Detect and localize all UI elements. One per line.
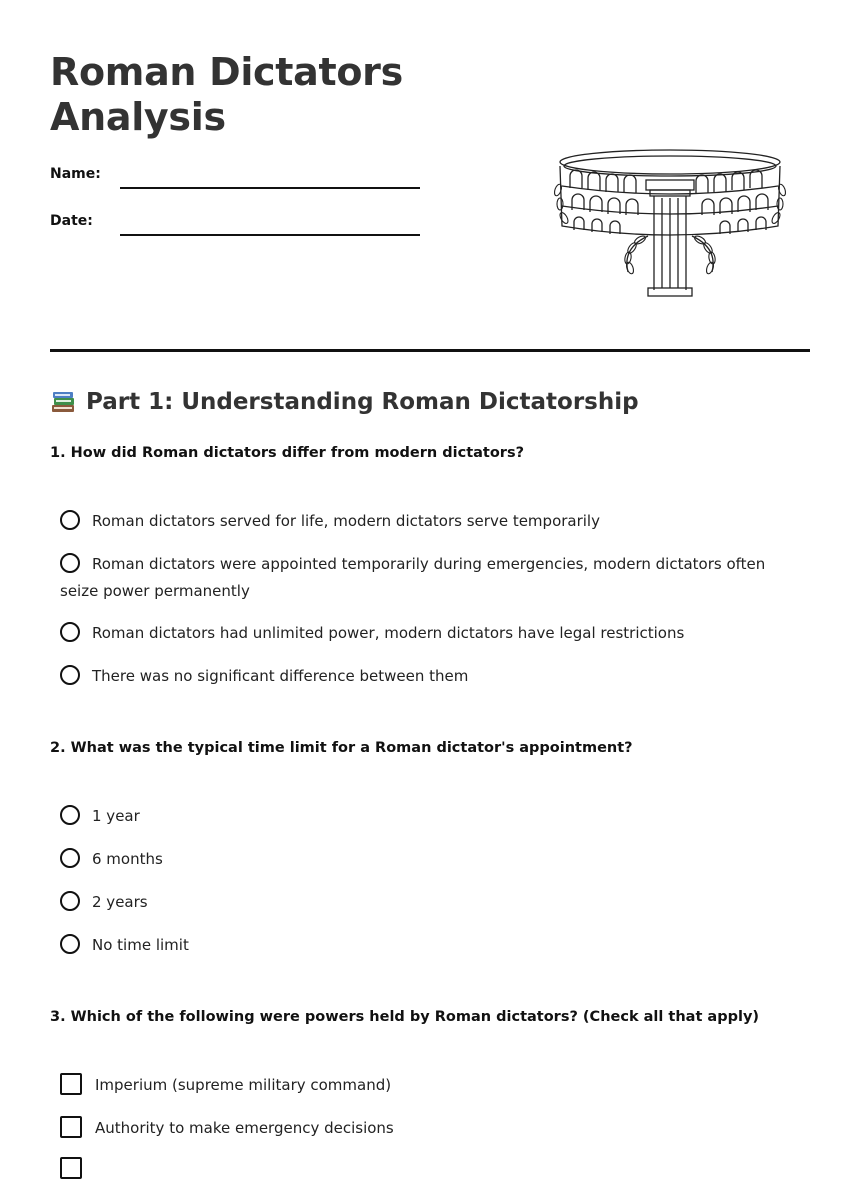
q1-option-2[interactable] [60,551,800,605]
radio-button[interactable] [60,805,80,825]
colosseum-column-laurel-icon [550,140,790,302]
section-heading-text: Part 1: Understanding Roman Dictatorship [86,389,639,415]
date-label: Date: [50,213,93,229]
radio-button[interactable] [60,553,80,573]
option-label: Imperium (supreme military command) [95,1076,392,1094]
title-line-1: Roman Dictators [50,50,403,94]
date-field[interactable] [120,234,420,236]
radio-button[interactable] [60,665,80,685]
q3-option-3-partial[interactable] [60,1156,800,1183]
q1-option-3[interactable] [60,620,800,647]
checkbox[interactable] [60,1116,82,1138]
radio-button[interactable] [60,848,80,868]
q3-option-2[interactable] [60,1115,800,1142]
section-heading [50,389,639,415]
option-label: No time limit [92,936,189,954]
name-label: Name: [50,166,101,182]
name-field[interactable] [120,187,420,189]
q2-option-3[interactable] [60,889,800,916]
option-label: Roman dictators were appointed temporarily during emergencies, modern dictators often seize power permanently [60,555,766,600]
q2-option-4[interactable] [60,932,800,959]
radio-button[interactable] [60,510,80,530]
books-icon [50,389,76,415]
page-title [50,50,403,140]
option-label: 6 months [92,850,163,868]
radio-button[interactable] [60,622,80,642]
title-line-2: Analysis [50,95,226,139]
option-label: Roman dictators had unlimited power, modern dictators have legal restrictions [92,624,685,642]
radio-button[interactable] [60,891,80,911]
option-label: There was no significant difference between them [92,667,469,685]
option-label: Authority to make emergency decisions [95,1119,394,1137]
question-3: 3. Which of the following were powers held by Roman dictators? (Check all that apply) [50,1009,760,1025]
question-2: 2. What was the typical time limit for a Roman dictator's appointment? [50,740,633,756]
option-label: Roman dictators served for life, modern dictators serve temporarily [92,512,600,530]
radio-button[interactable] [60,934,80,954]
question-1: 1. How did Roman dictators differ from modern dictators? [50,445,524,461]
checkbox[interactable] [60,1073,82,1095]
option-label: 2 years [92,893,148,911]
q2-option-1[interactable] [60,803,800,830]
q3-option-1[interactable] [60,1072,800,1099]
checkbox[interactable] [60,1157,82,1179]
option-label: 1 year [92,807,140,825]
section-divider [50,349,810,352]
q2-option-2[interactable] [60,846,800,873]
q1-option-4[interactable] [60,663,800,690]
q1-option-1[interactable] [60,508,800,535]
